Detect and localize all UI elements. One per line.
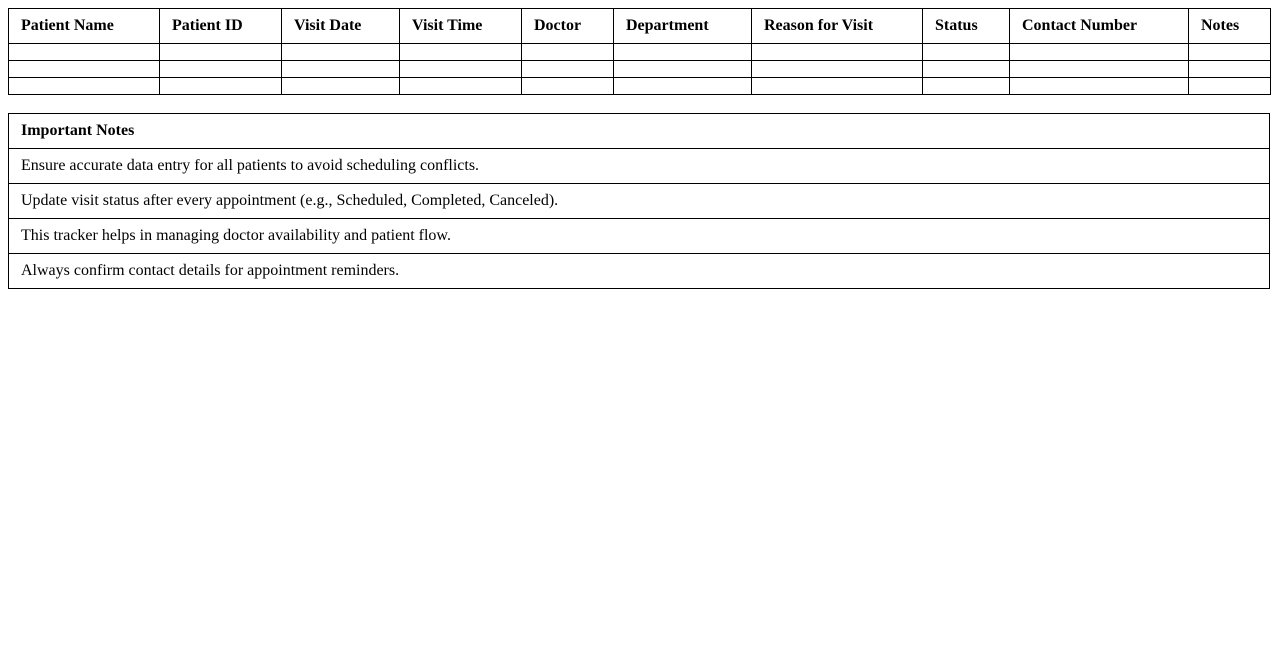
table-cell[interactable] — [752, 44, 923, 61]
table-cell[interactable] — [282, 61, 400, 78]
notes-title-row — [9, 114, 1270, 149]
table-cell[interactable] — [1010, 61, 1189, 78]
table-cell[interactable] — [923, 61, 1010, 78]
note-text: Ensure accurate data entry for all patients to avoid scheduling conflicts. — [9, 149, 1270, 184]
note-text: Update visit status after every appointment (e.g., Scheduled, Completed, Canceled). — [9, 184, 1270, 219]
table-cell[interactable] — [282, 78, 400, 95]
table-cell[interactable] — [522, 44, 614, 61]
column-header-status: Status — [923, 9, 1010, 44]
column-header-contact-number: Contact Number — [1010, 9, 1189, 44]
column-header-visit-time: Visit Time — [400, 9, 522, 44]
table-row — [9, 78, 1271, 95]
table-header-row — [9, 9, 1271, 44]
column-header-visit-date: Visit Date — [282, 9, 400, 44]
table-cell[interactable] — [282, 44, 400, 61]
page — [0, 0, 1278, 289]
list-item — [9, 254, 1270, 289]
column-header-patient-id: Patient ID — [160, 9, 282, 44]
column-header-notes: Notes — [1189, 9, 1271, 44]
table-cell[interactable] — [160, 61, 282, 78]
table-cell[interactable] — [1189, 61, 1271, 78]
table-cell[interactable] — [9, 44, 160, 61]
table-cell[interactable] — [522, 61, 614, 78]
table-cell[interactable] — [522, 78, 614, 95]
table-cell[interactable] — [1010, 44, 1189, 61]
table-cell[interactable] — [400, 44, 522, 61]
list-item — [9, 149, 1270, 184]
important-notes-table — [8, 113, 1270, 289]
note-text: Always confirm contact details for appointment reminders. — [9, 254, 1270, 289]
table-cell[interactable] — [160, 78, 282, 95]
table-cell[interactable] — [614, 78, 752, 95]
table-cell[interactable] — [923, 78, 1010, 95]
patient-visit-table — [8, 8, 1271, 95]
list-item — [9, 219, 1270, 254]
column-header-patient-name: Patient Name — [9, 9, 160, 44]
table-cell[interactable] — [400, 61, 522, 78]
table-cell[interactable] — [1010, 78, 1189, 95]
note-text: This tracker helps in managing doctor availability and patient flow. — [9, 219, 1270, 254]
table-row — [9, 44, 1271, 61]
table-cell[interactable] — [160, 44, 282, 61]
notes-title: Important Notes — [9, 114, 1270, 149]
column-header-doctor: Doctor — [522, 9, 614, 44]
table-cell[interactable] — [400, 78, 522, 95]
table-cell[interactable] — [752, 78, 923, 95]
table-cell[interactable] — [614, 61, 752, 78]
table-row — [9, 61, 1271, 78]
table-cell[interactable] — [1189, 78, 1271, 95]
table-cell[interactable] — [1189, 44, 1271, 61]
table-cell[interactable] — [9, 61, 160, 78]
table-cell[interactable] — [752, 61, 923, 78]
table-cell[interactable] — [9, 78, 160, 95]
table-cell[interactable] — [923, 44, 1010, 61]
list-item — [9, 184, 1270, 219]
column-header-reason-for-visit: Reason for Visit — [752, 9, 923, 44]
column-header-department: Department — [614, 9, 752, 44]
table-cell[interactable] — [614, 44, 752, 61]
